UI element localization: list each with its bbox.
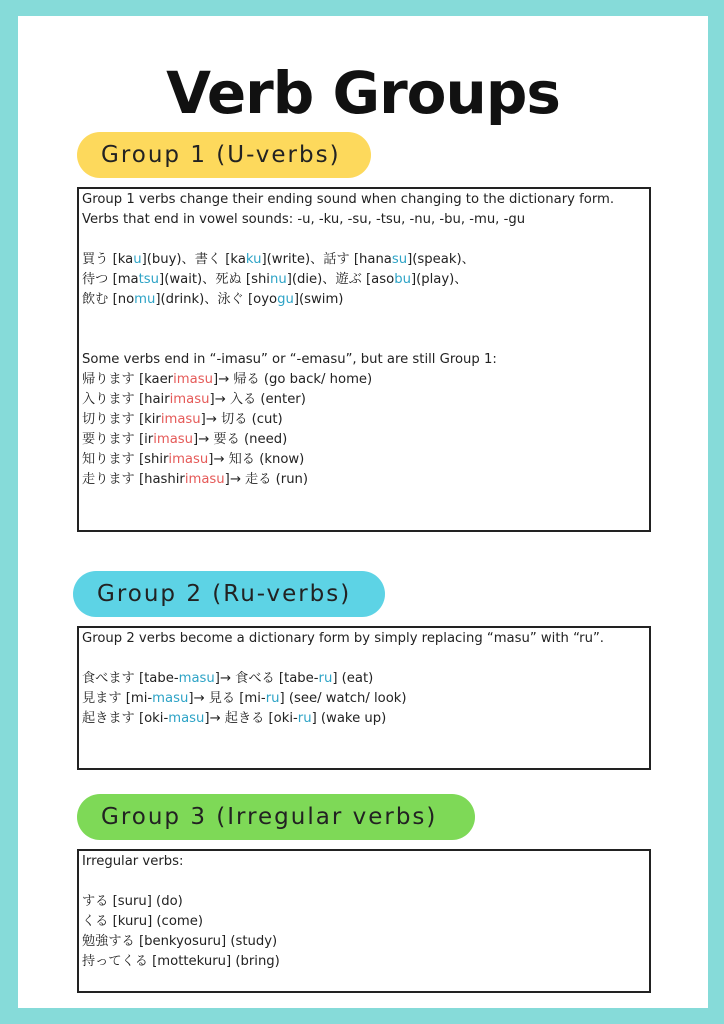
group1-heading-pill	[77, 132, 371, 178]
text-run: 買う [ka	[82, 252, 134, 267]
highlighted-ending: masu	[168, 711, 205, 726]
text-run: ]→ 要る (need)	[193, 432, 288, 447]
text-run: 要ります [ir	[82, 432, 154, 447]
text-run: 食べます [tabe-	[82, 671, 179, 686]
group2-example-line	[82, 669, 646, 689]
group1-exception-line	[82, 370, 646, 390]
spacer	[82, 310, 646, 330]
highlighted-ending: ru	[297, 711, 312, 726]
group3-heading-pill	[77, 794, 475, 840]
text-run: 飲む [no	[82, 292, 135, 307]
highlighted-ending: bu	[394, 272, 411, 287]
text-run: ]→ 食べる [tabe-	[214, 671, 319, 686]
text-run: 走ります [hashir	[82, 472, 185, 487]
spacer	[82, 230, 646, 250]
group3-intro: Irregular verbs:	[82, 854, 184, 869]
highlighted-ending: su	[391, 252, 408, 267]
group3-example-line: する [suru] (do)	[82, 894, 183, 909]
highlighted-ending: ru	[318, 671, 333, 686]
group2-example-line	[82, 709, 646, 729]
group1-exception-line	[82, 470, 646, 490]
group1-exception-line	[82, 430, 646, 450]
text-run: 見ます [mi-	[82, 691, 153, 706]
text-run: ](drink)、泳ぐ [oyo	[155, 292, 278, 307]
text-run: 起きます [oki-	[82, 711, 169, 726]
highlighted-ending: masu	[178, 671, 215, 686]
spacer	[82, 649, 646, 669]
group1-example-line	[82, 290, 646, 310]
group1-box	[77, 187, 651, 532]
highlighted-ending: imasu	[184, 472, 225, 487]
text-run: ] (eat)	[332, 671, 374, 686]
text-run: 知ります [shir	[82, 452, 169, 467]
text-run: 入ります [hair	[82, 392, 170, 407]
text-run: 切ります [kir	[82, 412, 161, 427]
highlighted-ending: gu	[277, 292, 294, 307]
text-run: ](swim)	[293, 292, 344, 307]
group1-vowel-endings: Verbs that end in vowel sounds: -u, -ku, -su, -tsu, -nu, -bu, -mu, -gu	[82, 212, 526, 227]
group2-heading: Group 2 (Ru-verbs)	[97, 581, 352, 607]
spacer	[82, 330, 646, 350]
group1-example-line	[82, 270, 646, 290]
text-run: 帰ります [kaer	[82, 372, 174, 387]
text-run: ](speak)、	[407, 252, 475, 267]
group3-box	[77, 849, 651, 993]
group3-example-line: 持ってくる [mottekuru] (bring)	[82, 954, 280, 969]
text-run: ] (wake up)	[311, 711, 387, 726]
text-run: ]→ 入る (enter)	[209, 392, 306, 407]
page-title: Verb Groups	[166, 59, 560, 127]
text-run: ](die)、遊ぶ [aso	[286, 272, 395, 287]
text-run: ]→ 帰る (go back/ home)	[212, 372, 373, 387]
highlighted-ending: ru	[265, 691, 280, 706]
highlighted-ending: nu	[269, 272, 287, 287]
highlighted-ending: imasu	[168, 452, 209, 467]
group1-exception-line	[82, 410, 646, 430]
text-run: ](buy)、書く [ka	[141, 252, 246, 267]
group1-heading: Group 1 (U-verbs)	[101, 142, 341, 168]
group1-intro: Group 1 verbs change their ending sound when changing to the dictionary form.	[82, 192, 615, 207]
group3-heading: Group 3 (Irregular verbs)	[101, 804, 438, 830]
highlighted-ending: ku	[245, 252, 262, 267]
spacer	[82, 872, 646, 892]
group2-heading-pill	[73, 571, 385, 617]
group3-example-line: くる [kuru] (come)	[82, 914, 203, 929]
highlighted-ending: u	[133, 252, 142, 267]
text-run: ]→ 走る (run)	[224, 472, 309, 487]
text-run: ](wait)、死ぬ [shi	[159, 272, 270, 287]
highlighted-ending: mu	[134, 292, 156, 307]
text-run: ]→ 切る (cut)	[200, 412, 283, 427]
group2-box	[77, 626, 651, 770]
group2-intro: Group 2 verbs become a dictionary form by simply replacing “masu” with “ru”.	[82, 631, 604, 646]
group1-example-line	[82, 250, 646, 270]
highlighted-ending: imasu	[169, 392, 210, 407]
text-run: ] (see/ watch/ look)	[279, 691, 407, 706]
text-run: ](play)、	[410, 272, 468, 287]
text-run: ]→ 知る (know)	[208, 452, 305, 467]
highlighted-ending: imasu	[160, 412, 201, 427]
text-run: ](write)、話す [hana	[261, 252, 392, 267]
group1-exception-line	[82, 450, 646, 470]
highlighted-ending: tsu	[138, 272, 160, 287]
group2-example-line	[82, 689, 646, 709]
group3-example-line: 勉強する [benkyosuru] (study)	[82, 934, 278, 949]
text-run: 待つ [ma	[82, 272, 139, 287]
text-run: ]→ 起きる [oki-	[204, 711, 298, 726]
highlighted-ending: imasu	[153, 432, 194, 447]
highlighted-ending: masu	[152, 691, 189, 706]
text-run: ]→ 見る [mi-	[188, 691, 266, 706]
group1-exception-note: Some verbs end in “-imasu” or “-emasu”, but are still Group 1:	[82, 352, 497, 367]
group1-exception-line	[82, 390, 646, 410]
highlighted-ending: imasu	[173, 372, 213, 387]
worksheet-page	[18, 16, 708, 1008]
